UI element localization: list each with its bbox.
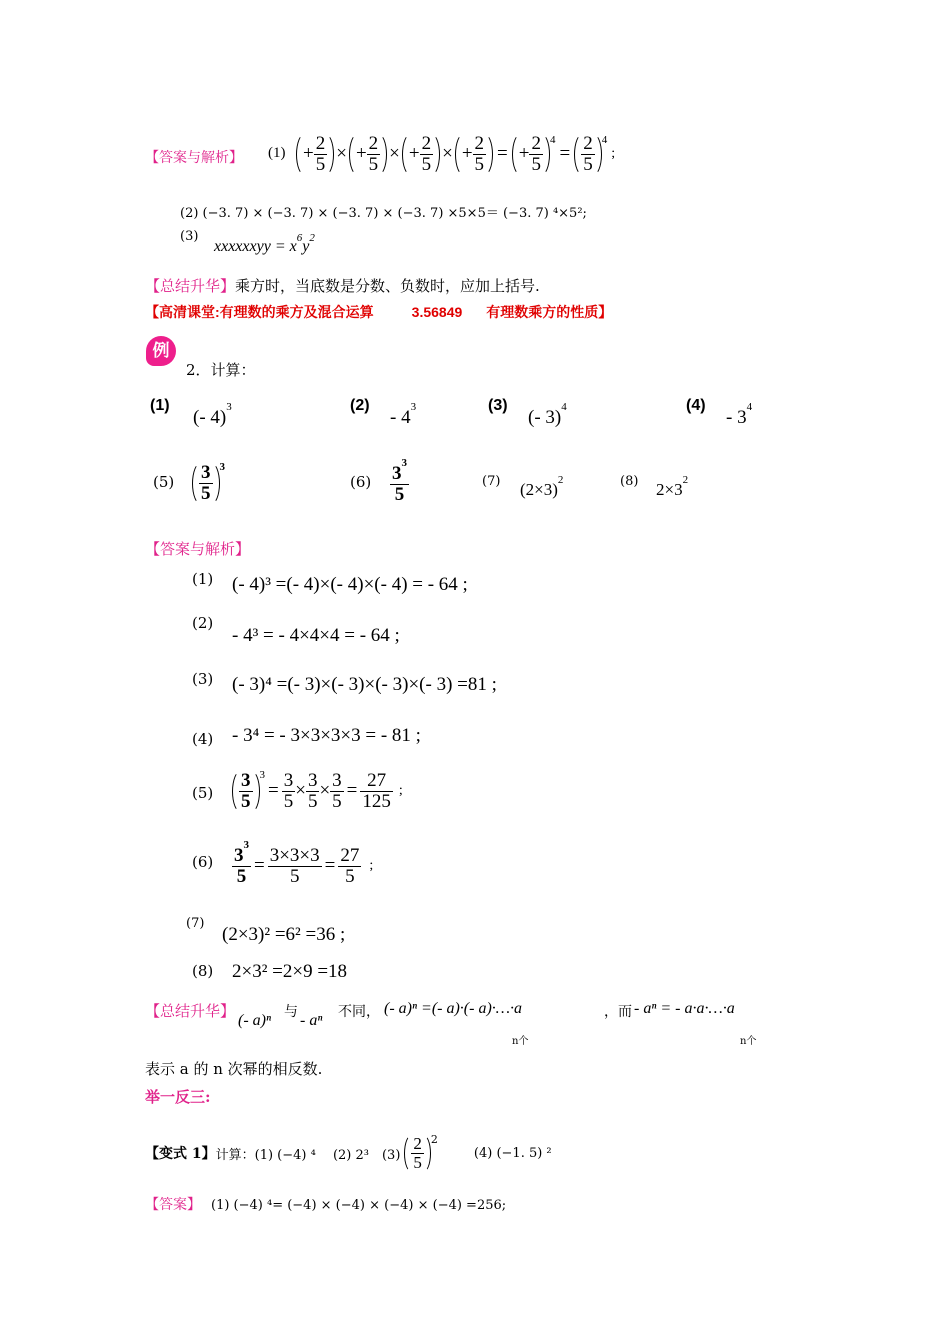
part-2-line: (2) (−3. 7) × (−3. 7) × (−3. 7) × (−3. 7) ×5×5＝ (−3. 7) ⁴×5²; [180, 206, 587, 221]
example-badge-icon: 例 [146, 336, 176, 366]
q7-expression: $(2\times 3)^2$ [520, 474, 564, 499]
a6-number: (6) [192, 853, 214, 871]
q8-expression: $2\times 3^2$ [656, 474, 689, 499]
a2-number: (2) [192, 614, 214, 632]
a4-expression: - 3⁴ = - 3×3×3×3 = - 81 ; [232, 725, 421, 746]
a6-expression: $\frac{3^3}{5}$ = $\frac{3\times 3\times 3}{5}$ = $\frac{27}{5}$ ; [234, 839, 374, 887]
a4-number: (4) [192, 730, 214, 748]
q5-number: (5) [153, 473, 175, 491]
q5-expression: $\frac{3}{5}$ $^3$ [192, 462, 225, 505]
q4-expression: - $3^4$ [726, 401, 753, 428]
a5-expression: $\frac{3}{5}$ $^3$ = $\frac{3}{5}$ × $\frac{3}{5}$ × $\frac{3}{5}$ = $\frac{27}{125}$ ; [232, 770, 403, 813]
q8-number: (8) [620, 474, 639, 489]
summary-2-expansion-2: - aⁿ = - a·a·…·a [634, 1000, 735, 1017]
paren-group: + $\frac{2}{5}$ [402, 133, 440, 176]
part-1-number: (1) [268, 145, 286, 161]
hd-class-note: 【高清课堂:有理数的乘方及混合运算 3.56849 有理数乘方的性质】 [145, 304, 613, 320]
q6-expression: $\frac{3^3}{5}$ [392, 457, 407, 505]
a2-expression: - 4³ = - 4×4×4 = - 64 ; [232, 625, 400, 646]
summary-2-expansion-1: (- a)ⁿ =(- a)·(- a)·…·a [384, 1000, 523, 1017]
part-1-expression: + $\frac{2}{5}$ × + $\frac{2}{5}$ × + $\frac{2}{5}$ × + $\frac{2}{5}$ = + $\frac{2}{5}$ $^4$ = $\frac{2}{5}$ $^4$ ; [296, 133, 615, 176]
q3-expression: (- 3)$^4$ [528, 401, 567, 428]
n-count-label-1: n个 [512, 1036, 529, 1047]
a3-number: (3) [192, 670, 214, 688]
part-3-expression: xxxxxxyy = $x^6y^2$ [214, 232, 315, 255]
q3-number: (3) [488, 397, 508, 414]
paren-group: + $\frac{2}{5}$ [512, 133, 550, 176]
paren-group: + $\frac{2}{5}$ [296, 133, 334, 176]
summary-2-line-2: 表示 a 的 n 次幂的相反数. [145, 1060, 323, 1078]
q2-expression: - $4^3$ [390, 401, 417, 428]
paren-group: $\frac{2}{5}$ [574, 133, 602, 176]
q2-number: (2) [350, 397, 370, 414]
summary-2-label: 【总结升华】 [145, 1002, 236, 1020]
summary-2-term-2: - aⁿ [300, 1012, 323, 1029]
a1-expression: (- 4)³ =(- 4)×(- 4)×(- 4) = - 64 ; [232, 574, 468, 595]
a8-expression: 2×3² =2×9 =18 [232, 961, 348, 982]
summary-2-different: 不同， [338, 1004, 380, 1020]
answer-label-2: 【答案与解析】 [145, 540, 251, 558]
a7-number: (7) [186, 916, 205, 931]
a5-number: (5) [192, 784, 214, 802]
a1-number: (1) [192, 570, 214, 588]
a3-expression: (- 3)⁴ =(- 3)×(- 3)×(- 3)×(- 3) =81 ; [232, 674, 497, 695]
q6-number: (6) [350, 473, 372, 491]
q4-number: (4) [686, 397, 706, 414]
q1-expression: (- 4)$^3$ [193, 401, 232, 428]
q7-number: (7) [482, 474, 501, 489]
example-2-title: 2．计算： [186, 361, 256, 379]
paren-group: + $\frac{2}{5}$ [349, 133, 387, 176]
summary-2-with: 与 [284, 1004, 298, 1020]
q1-number: (1) [150, 397, 170, 414]
summary-2-term-1: (- a)ⁿ [238, 1012, 272, 1029]
variant-1: 【变式 1】 计算：(1) (−4) ⁴ (2) 2³ (3) $\frac{2}{5}$ $^2$ (4) (−1. 5) ² [145, 1132, 552, 1172]
n-count-label-2: n个 [740, 1036, 757, 1047]
part-3-number: (3) [180, 229, 199, 244]
summary-2-while: ，而 [604, 1004, 632, 1020]
practice-heading: 举一反三: [145, 1088, 211, 1106]
summary-1: 【总结升华】乘方时，当底数是分数、负数时，应加上括号. [145, 277, 540, 295]
paren-group: + $\frac{2}{5}$ [455, 133, 493, 176]
a8-number: (8) [192, 962, 214, 980]
answer-label-1: 【答案与解析】 [145, 150, 243, 166]
variant-1-answer: 【答案】 (1) (−4) ⁴= (−4) × (−4) × (−4) × (−4) =256; [145, 1197, 507, 1213]
a7-expression: (2×3)² =6² =36 ; [222, 924, 346, 945]
